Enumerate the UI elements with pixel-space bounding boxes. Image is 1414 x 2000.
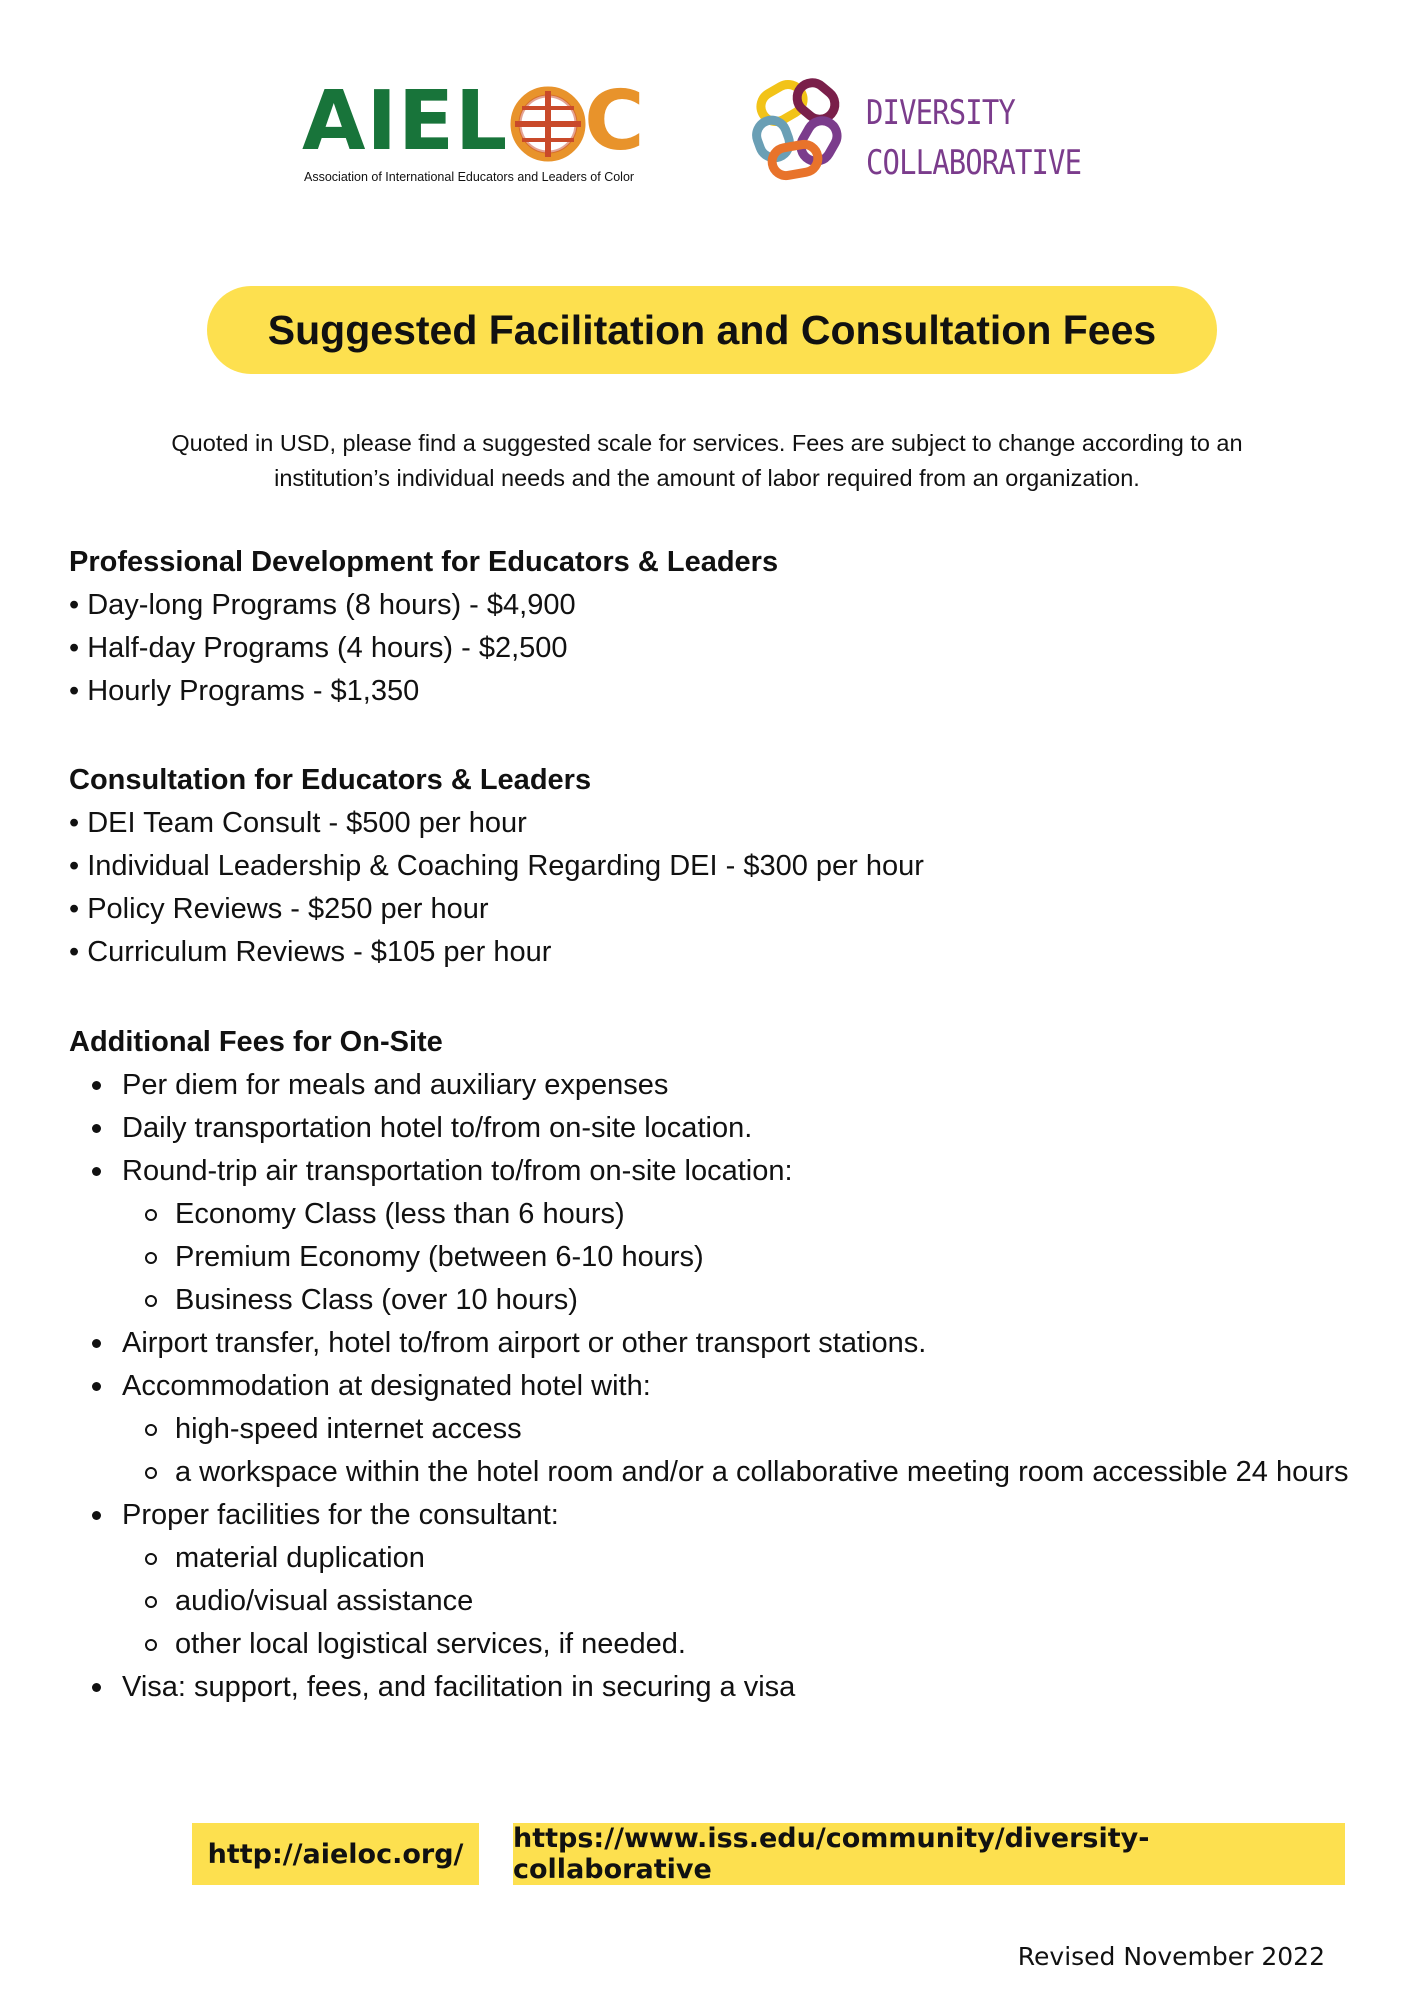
revised-date: Revised November 2022: [1017, 1942, 1325, 1971]
intro-line-2: institution’s individual needs and the amount of labor required from an organization.: [274, 465, 1140, 491]
consultation-section: [69, 758, 1369, 974]
diversity-collaborative-wordmark: [866, 88, 1081, 188]
section-heading: Consultation for Educators & Leaders: [69, 764, 592, 796]
aieloc-wordmark-prefix: AIEL: [302, 74, 509, 169]
sub-list: [122, 1193, 1369, 1322]
list-item: [69, 1365, 1369, 1494]
additional-fees-list: [69, 1064, 1369, 1709]
list-item: [69, 1494, 1369, 1666]
aieloc-link[interactable]: http://aieloc.org/: [192, 1823, 479, 1885]
sub-list-item: audio/visual assistance: [122, 1580, 1369, 1623]
aieloc-wordmark: [302, 74, 645, 170]
list-item: Airport transfer, hotel to/from airport or other transport stations.: [69, 1322, 1369, 1365]
fee-item: • Half-day Programs (4 hours) - $2,500: [69, 632, 568, 664]
sub-list-item: a workspace within the hotel room and/or a collaborative meeting room accessible 24 hours: [122, 1451, 1405, 1494]
title-banner: [207, 286, 1217, 374]
aieloc-subtitle: Association of International Educators and Leaders of Color: [304, 170, 635, 184]
dc-line-1: DIVERSITY: [866, 93, 1015, 133]
sub-list-item: Economy Class (less than 6 hours): [122, 1193, 1369, 1236]
sub-list: [122, 1537, 1369, 1666]
fee-item: • Policy Reviews - $250 per hour: [69, 893, 489, 925]
logo-bar: [0, 72, 1414, 192]
dc-line-2: COLLABORATIVE: [866, 143, 1082, 183]
additional-fees-section: [69, 1020, 1369, 1709]
globe-icon: [510, 86, 586, 162]
diversity-collaborative-link[interactable]: https://www.iss.edu/community/diversity-collaborative: [513, 1823, 1345, 1885]
list-item-label: Accommodation at designated hotel with:: [122, 1370, 651, 1402]
intro-line-1: Quoted in USD, please find a suggested scale for services. Fees are subject to change according to an: [171, 430, 1243, 456]
list-item: Daily transportation hotel to/from on-site location.: [69, 1107, 1369, 1150]
diversity-collaborative-logo: [748, 76, 1088, 191]
sub-list-item: other local logistical services, if needed.: [122, 1623, 1369, 1666]
list-item: [69, 1150, 1369, 1322]
list-item: Visa: support, fees, and facilitation in securing a visa: [69, 1666, 1369, 1709]
sub-list-item: Business Class (over 10 hours): [122, 1279, 1369, 1322]
professional-development-section: [69, 540, 1369, 713]
section-heading: Additional Fees for On-Site: [69, 1026, 443, 1058]
section-heading: Professional Development for Educators & Leaders: [69, 546, 779, 578]
aieloc-logo: [290, 72, 660, 190]
aieloc-wordmark-suffix: C: [584, 74, 646, 169]
chain-links-icon: [748, 76, 853, 186]
fee-item: • DEI Team Consult - $500 per hour: [69, 807, 527, 839]
sub-list-item: Premium Economy (between 6-10 hours): [122, 1236, 1369, 1279]
sub-list-item: material duplication: [122, 1537, 1369, 1580]
sub-list-item: high-speed internet access: [122, 1408, 1369, 1451]
fee-item: • Day-long Programs (8 hours) - $4,900: [69, 589, 576, 621]
page-title: Suggested Facilitation and Consultation Fees: [267, 306, 1157, 353]
intro-text: [100, 426, 1314, 496]
fee-item: • Curriculum Reviews - $105 per hour: [69, 936, 552, 968]
list-item-label: Proper facilities for the consultant:: [122, 1499, 559, 1531]
sub-list: [122, 1408, 1369, 1494]
list-item: Per diem for meals and auxiliary expenses: [69, 1064, 1369, 1107]
list-item-label: Round-trip air transportation to/from on-site location:: [122, 1155, 793, 1187]
fee-item: • Hourly Programs - $1,350: [69, 675, 420, 707]
fee-item: • Individual Leadership & Coaching Regarding DEI - $300 per hour: [69, 850, 924, 882]
